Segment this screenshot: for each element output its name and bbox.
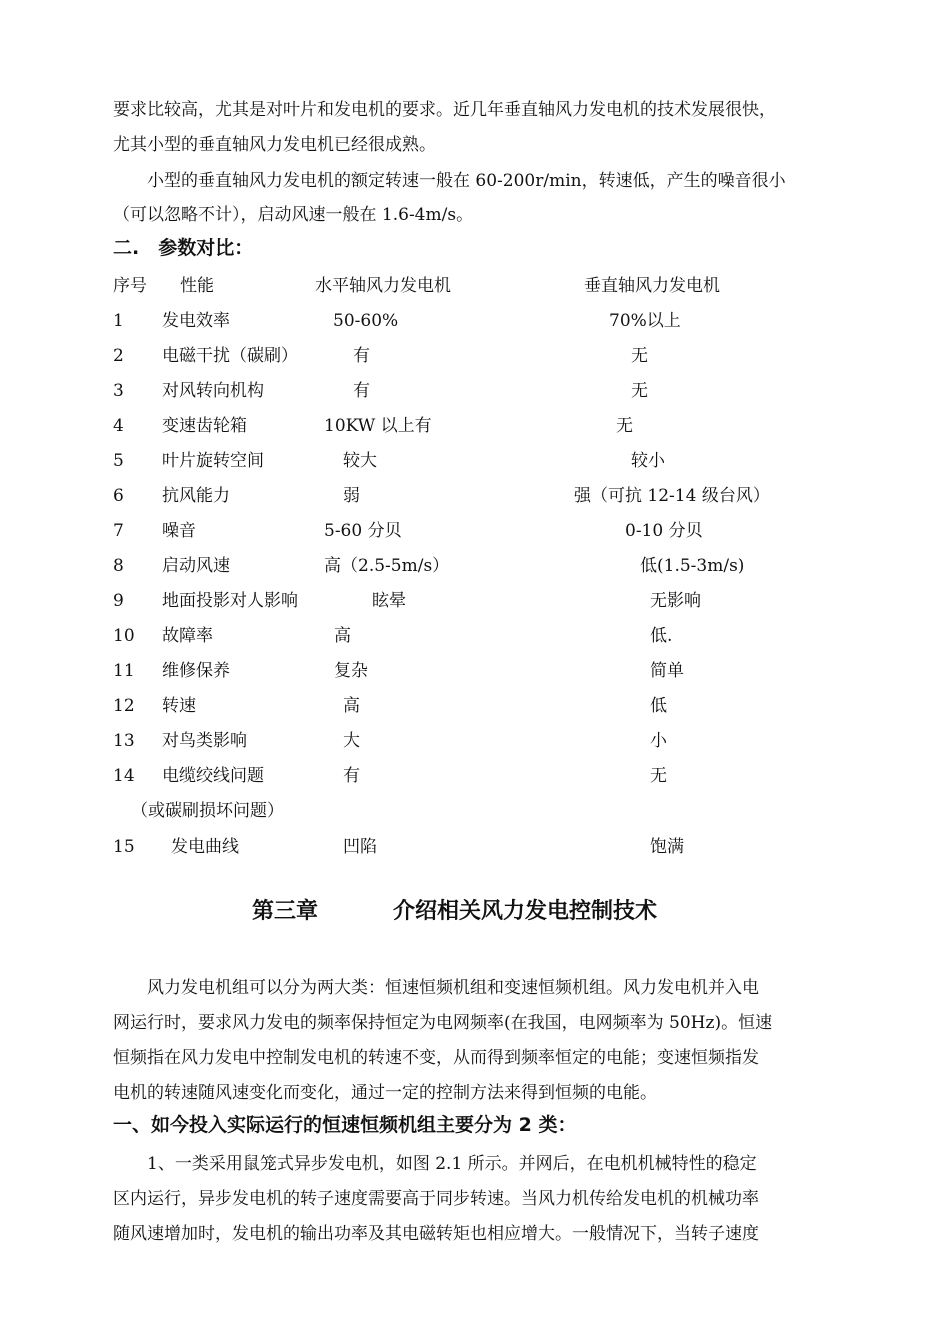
row-vertical-value: 0-10 分贝 [625,521,703,541]
header-vertical-axis: 垂直轴风力发电机 [584,276,720,296]
section1-para-line-1: 1、一类采用鼠笼式异步发电机，如图 2.1 所示。并网后，在电机机械特性的稳定 [113,1154,757,1174]
row-vertical-value: 低(1.5-3m/s) [640,556,745,576]
row-horizontal-value: 高 [343,696,360,716]
row-property: 变速齿轮箱 [162,416,247,436]
row-index: 8 [113,556,124,576]
intro-line-3: 小型的垂直轴风力发电机的额定转速一般在 60-200r/min，转速低，产生的噪音很小 [113,171,786,191]
row-index: 13 [113,731,135,751]
row-vertical-value: 较小 [631,451,665,471]
row-property: 维修保养 [162,661,230,681]
row-vertical-value: 无 [650,766,667,786]
row-vertical-value: 饱满 [650,837,684,857]
section-heading-parameter-comparison: 二. 参数对比： [113,237,254,259]
chapter-title: 介绍相关风力发电控制技术 [393,899,658,924]
row-vertical-value: 无 [631,381,648,401]
row-property: 发电曲线 [171,837,239,857]
row-property: 叶片旋转空间 [162,451,264,471]
row-index: 4 [113,416,124,436]
row-horizontal-value: 高 [334,626,351,646]
row-vertical-value: 强（可抗 12-14 级台风） [574,486,770,506]
row-vertical-value: 无影响 [650,591,701,611]
row-index: 15 [113,837,135,857]
row-vertical-value: 小 [650,731,667,751]
row-horizontal-value: 有 [343,766,360,786]
row-horizontal-value: 10KW 以上有 [324,416,432,436]
row-horizontal-value: 弱 [343,486,360,506]
row-horizontal-value: 复杂 [334,661,368,681]
chapter3-para-line-1: 风力发电机组可以分为两大类：恒速恒频机组和变速恒频机组。风力发电机并入电 [113,978,759,998]
row-index: 11 [113,661,135,681]
row-vertical-value: 简单 [650,661,684,681]
row-property: 对风转向机构 [162,381,264,401]
chapter3-para-line-4: 电机的转速随风速变化而变化，通过一定的控制方法来得到恒频的电能。 [113,1083,657,1103]
chapter3-para-line-3: 恒频指在风力发电中控制发电机的转速不变，从而得到频率恒定的电能；变速恒频指发 [113,1048,759,1068]
row-horizontal-value: 眩晕 [372,591,406,611]
row-vertical-value: 低 [650,696,667,716]
row-property: 抗风能力 [162,486,230,506]
row-14-note: （或碳刷损坏问题） [131,801,284,821]
chapter-number: 第三章 [252,899,319,924]
row-index: 12 [113,696,135,716]
intro-line-2: 尤其小型的垂直轴风力发电机已经很成熟。 [113,135,436,155]
row-property: 电缆绞线问题 [162,766,264,786]
header-index: 序号 [113,276,147,296]
row-property: 启动风速 [162,556,230,576]
row-horizontal-value: 有 [353,381,370,401]
row-horizontal-value: 高（2.5-5m/s） [324,556,450,576]
intro-line-4: （可以忽略不计），启动风速一般在 1.6-4m/s。 [113,205,474,225]
chapter3-para-line-2: 网运行时，要求风力发电的频率保持恒定为电网频率(在我国，电网频率为 50Hz)。恒速 [113,1013,773,1033]
row-horizontal-value: 50-60% [333,311,399,331]
header-horizontal-axis: 水平轴风力发电机 [315,276,451,296]
row-index: 6 [113,486,124,506]
row-property: 对鸟类影响 [162,731,247,751]
row-vertical-value: 无 [631,346,648,366]
row-property: 故障率 [162,626,213,646]
intro-line-1: 要求比较高，尤其是对叶片和发电机的要求。近几年垂直轴风力发电机的技术发展很快， [113,100,776,120]
row-property: 转速 [162,696,196,716]
row-property: 发电效率 [162,311,230,331]
row-horizontal-value: 较大 [343,451,377,471]
row-index: 1 [113,311,124,331]
row-property: 地面投影对人影响 [162,591,298,611]
row-vertical-value: 无 [616,416,633,436]
section1-para-line-2: 区内运行，异步发电机的转子速度需要高于同步转速。当风力机传给发电机的机械功率 [113,1189,759,1209]
row-property: 电磁干扰（碳刷） [162,346,298,366]
section1-para-line-3: 随风速增加时，发电机的输出功率及其电磁转矩也相应增大。一般情况下，当转子速度 [113,1224,759,1244]
row-index: 14 [113,766,135,786]
row-horizontal-value: 5-60 分贝 [324,521,402,541]
row-index: 2 [113,346,124,366]
header-property: 性能 [180,276,214,296]
row-property: 噪音 [162,521,196,541]
row-index: 5 [113,451,124,471]
row-index: 10 [113,626,135,646]
row-index: 9 [113,591,124,611]
row-index: 7 [113,521,124,541]
row-vertical-value: 低. [650,626,673,646]
row-horizontal-value: 有 [353,346,370,366]
row-horizontal-value: 大 [343,731,360,751]
section-heading-constant-speed: 一、如今投入实际运行的恒速恒频机组主要分为 2 类： [113,1114,577,1136]
row-vertical-value: 70%以上 [609,311,681,331]
row-index: 3 [113,381,124,401]
row-horizontal-value: 凹陷 [343,837,377,857]
